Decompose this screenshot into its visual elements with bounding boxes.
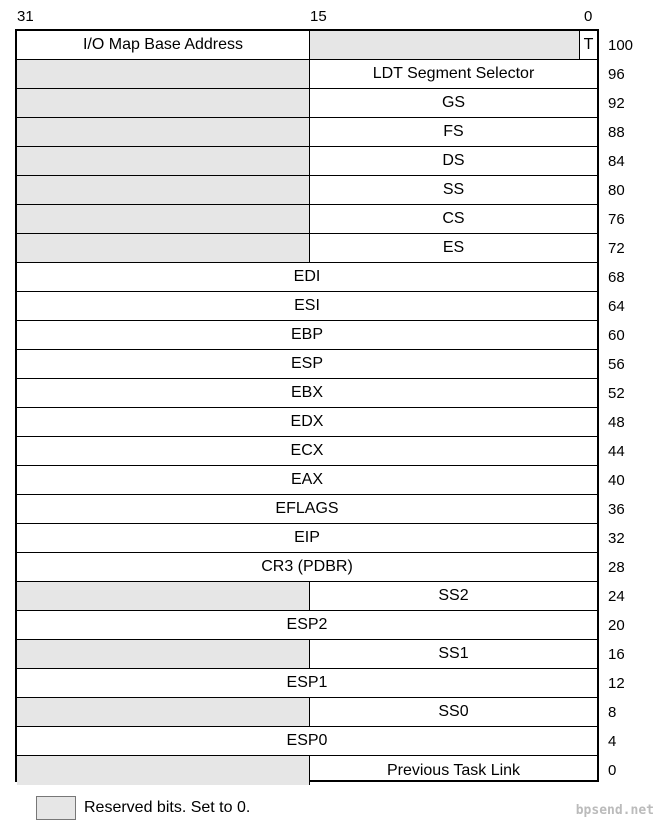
tss-row-offset-40 — [17, 466, 597, 495]
tss-row-offset-44 — [17, 437, 597, 466]
field-ss0: SS0 — [309, 698, 597, 726]
field-eax: EAX — [290, 471, 323, 488]
tss-row-offset-16 — [17, 640, 597, 669]
offset-label: 60 — [608, 327, 625, 344]
tss-row-offset-0 — [17, 756, 597, 785]
reserved-field — [17, 89, 309, 117]
offset-label: 56 — [608, 356, 625, 373]
reserved-field — [17, 698, 309, 726]
field-esi: ESI — [294, 297, 320, 314]
tss-row-offset-24 — [17, 582, 597, 611]
field-t: T — [579, 31, 597, 59]
field-es: ES — [309, 234, 597, 262]
field-esp1: ESP1 — [286, 674, 328, 691]
tss-row-offset-12 — [17, 669, 597, 698]
field-esp: ESP — [290, 355, 323, 372]
offset-label: 44 — [608, 443, 625, 460]
field-ds: DS — [309, 147, 597, 175]
tss-row-offset-84 — [17, 147, 597, 176]
tss-row-offset-92 — [17, 89, 597, 118]
offset-label: 84 — [608, 153, 625, 170]
field-edi: EDI — [293, 268, 321, 285]
reserved-legend-text: Reserved bits. Set to 0. — [84, 799, 251, 816]
field-ebp: EBP — [290, 326, 323, 343]
tss-row-offset-8 — [17, 698, 597, 727]
tss-row-offset-28 — [17, 553, 597, 582]
offset-label: 72 — [608, 240, 625, 257]
watermark: bpsend.net — [575, 803, 654, 818]
reserved-field — [17, 147, 309, 175]
offset-label: 100 — [608, 37, 634, 54]
bit-label-31: 31 — [17, 8, 34, 25]
offset-label: 88 — [608, 124, 625, 141]
offset-label: 12 — [608, 675, 625, 692]
tss-row-offset-96 — [17, 60, 597, 89]
field-ebx: EBX — [290, 384, 323, 401]
tss-row-offset-60 — [17, 321, 597, 350]
reserved-field — [309, 31, 579, 59]
reserved-field — [17, 640, 309, 668]
reserved-legend-swatch — [36, 796, 76, 820]
offset-label: 0 — [608, 762, 617, 779]
offset-label: 28 — [608, 559, 625, 576]
tss-row-offset-68 — [17, 263, 597, 292]
field-edx: EDX — [290, 413, 324, 430]
field-ecx: ECX — [290, 442, 324, 459]
tss-row-offset-88 — [17, 118, 597, 147]
field-ss2: SS2 — [309, 582, 597, 610]
offset-label: 92 — [608, 95, 625, 112]
tss-row-offset-100 — [17, 31, 597, 60]
field-esp0: ESP0 — [286, 732, 328, 749]
offset-label: 76 — [608, 211, 625, 228]
reserved-field — [17, 234, 309, 262]
reserved-field — [17, 60, 309, 88]
reserved-field — [17, 756, 309, 785]
reserved-field — [17, 118, 309, 146]
field-eip: EIP — [294, 529, 320, 546]
offset-label: 52 — [608, 385, 625, 402]
tss-row-offset-64 — [17, 292, 597, 321]
offset-label: 8 — [608, 704, 617, 721]
tss-row-offset-52 — [17, 379, 597, 408]
offset-label: 96 — [608, 66, 625, 83]
tss-row-offset-72 — [17, 234, 597, 263]
tss-row-offset-80 — [17, 176, 597, 205]
bit-label-15: 15 — [310, 8, 327, 25]
offset-label: 80 — [608, 182, 625, 199]
offset-label: 48 — [608, 414, 625, 431]
tss-structure-diagram — [15, 29, 599, 782]
offset-label: 36 — [608, 501, 625, 518]
offset-label: 68 — [608, 269, 625, 286]
reserved-field — [17, 205, 309, 233]
reserved-field — [17, 176, 309, 204]
offset-label: 20 — [608, 617, 625, 634]
tss-row-offset-20 — [17, 611, 597, 640]
tss-row-offset-56 — [17, 350, 597, 379]
field-ldt-segment-selector: LDT Segment Selector — [309, 60, 597, 88]
offset-label: 40 — [608, 472, 625, 489]
field-gs: GS — [309, 89, 597, 117]
offset-label: 4 — [608, 733, 617, 750]
tss-row-offset-32 — [17, 524, 597, 553]
tss-row-offset-4 — [17, 727, 597, 756]
field-ss: SS — [309, 176, 597, 204]
field-esp2: ESP2 — [286, 616, 328, 633]
tss-row-offset-36 — [17, 495, 597, 524]
tss-row-offset-76 — [17, 205, 597, 234]
field-eflags: EFLAGS — [275, 500, 339, 517]
offset-label: 24 — [608, 588, 625, 605]
field-i-o-map-base-address: I/O Map Base Address — [82, 36, 244, 53]
tss-row-offset-48 — [17, 408, 597, 437]
reserved-field — [17, 582, 309, 610]
offset-label: 16 — [608, 646, 625, 663]
field-ss1: SS1 — [309, 640, 597, 668]
field-cs: CS — [309, 205, 597, 233]
bit-label-0: 0 — [584, 8, 593, 25]
field-previous-task-link: Previous Task Link — [309, 756, 597, 785]
field-cr3-pdbr: CR3 (PDBR) — [261, 558, 353, 575]
field-fs: FS — [309, 118, 597, 146]
offset-label: 64 — [608, 298, 625, 315]
offset-label: 32 — [608, 530, 625, 547]
